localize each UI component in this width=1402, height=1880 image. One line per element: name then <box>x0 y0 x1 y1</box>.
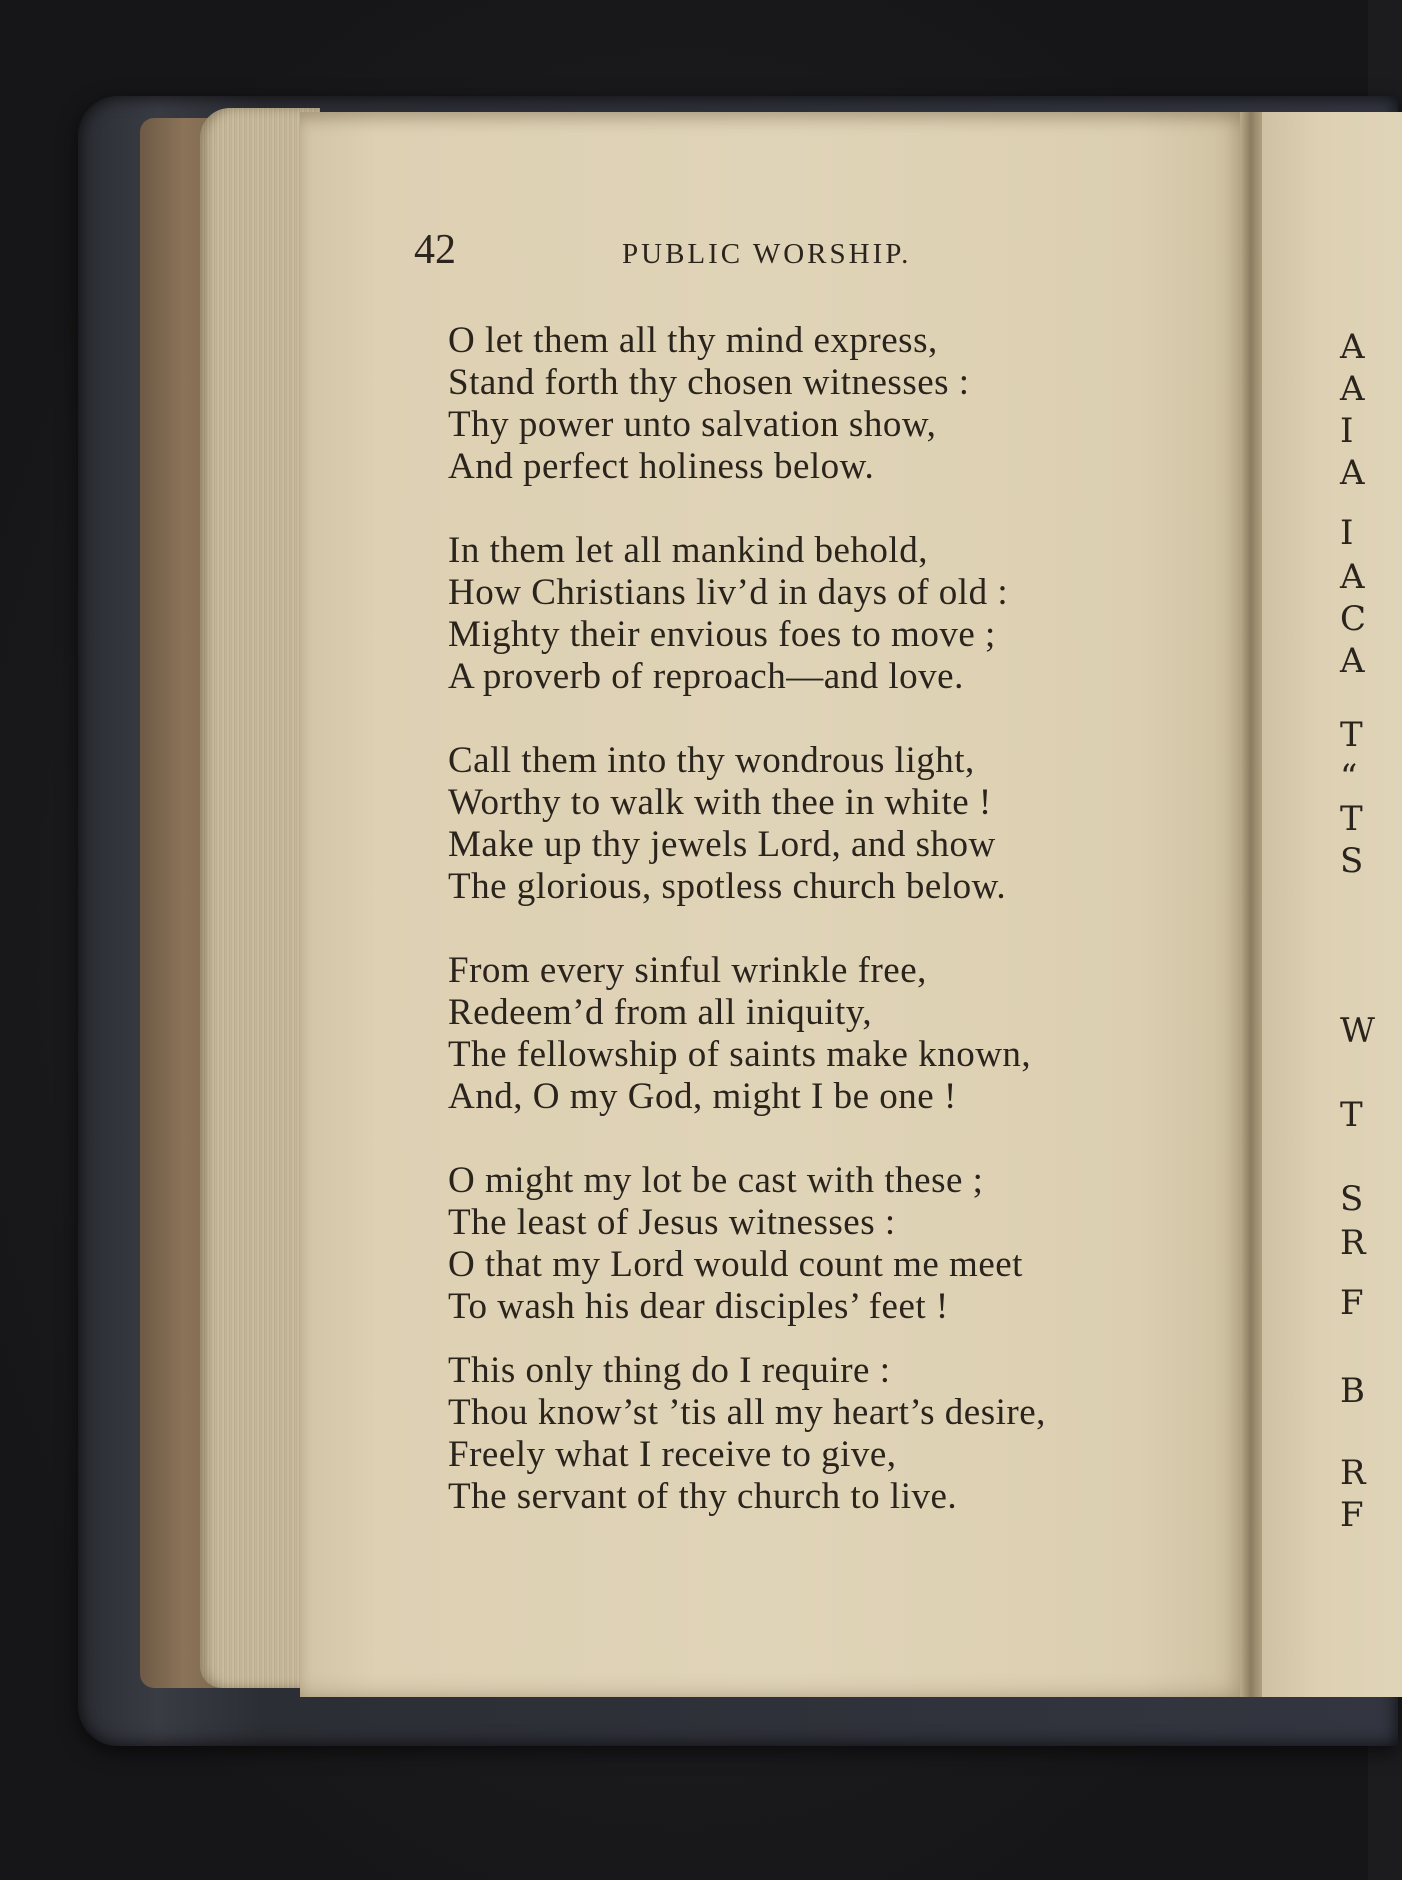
verse-line: This only thing do I require : <box>448 1350 891 1391</box>
facing-page-letter: S <box>1340 1179 1364 1219</box>
verse-line: Mighty their envious foes to move ; <box>448 614 996 655</box>
verse-line: The least of Jesus witnesses : <box>448 1202 896 1243</box>
page-gutter <box>1240 112 1264 1697</box>
verse-line: From every sinful wrinkle free, <box>448 950 927 991</box>
stanza <box>448 1350 1188 1518</box>
facing-page-letter: S <box>1340 841 1364 881</box>
right-page-cropped <box>1262 112 1402 1697</box>
verse-line: Thou know’st ’tis all my heart’s desire, <box>448 1392 1046 1433</box>
verse-line: A proverb of reproach—and love. <box>448 656 964 697</box>
verse-line: And, O my God, might I be one ! <box>448 1076 957 1117</box>
stanza <box>448 950 1188 1118</box>
page-header <box>412 226 1022 276</box>
verse-line: How Christians liv’d in days of old : <box>448 572 1009 613</box>
facing-page-letter: F <box>1340 1283 1364 1323</box>
facing-page-letter: R <box>1340 1223 1366 1263</box>
facing-page-letter: I <box>1340 513 1354 553</box>
facing-page-letter: A <box>1340 369 1365 409</box>
running-head: PUBLIC WORSHIP. <box>622 238 912 270</box>
facing-page-letter: “ <box>1340 757 1358 797</box>
verse-line: Freely what I receive to give, <box>448 1434 897 1475</box>
facing-page-letter: F <box>1340 1495 1364 1535</box>
verse-line: In them let all mankind behold, <box>448 530 928 571</box>
verse-line: The fellowship of saints make known, <box>448 1034 1032 1075</box>
facing-page-letter: B <box>1340 1371 1365 1411</box>
facing-page-letter: A <box>1340 327 1365 367</box>
stanza <box>448 320 1188 488</box>
facing-page-letter: R <box>1340 1453 1366 1493</box>
hymn-text <box>448 320 1188 1518</box>
facing-page-letter: T <box>1340 799 1363 839</box>
verse-line: Redeem’d from all iniquity, <box>448 992 873 1033</box>
stanza <box>448 740 1188 908</box>
verse-line: Thy power unto salvation show, <box>448 404 937 445</box>
facing-page-letter: W <box>1340 1011 1375 1051</box>
verse-line: To wash his dear disciples’ feet ! <box>448 1286 949 1327</box>
stanza <box>448 1160 1188 1328</box>
stanza <box>448 530 1188 698</box>
verse-line: O that my Lord would count me meet <box>448 1244 1023 1285</box>
verse-line: O let them all thy mind express, <box>448 320 938 361</box>
facing-page-letter: C <box>1340 599 1367 639</box>
facing-page-letter: I <box>1340 411 1354 451</box>
verse-line: O might my lot be cast with these ; <box>448 1160 984 1201</box>
facing-page-letter: T <box>1340 1095 1363 1135</box>
verse-line: The servant of thy church to live. <box>448 1476 958 1517</box>
facing-page-letter: A <box>1340 641 1365 681</box>
verse-line: Stand forth thy chosen witnesses : <box>448 362 970 403</box>
verse-line: Worthy to walk with thee in white ! <box>448 782 992 823</box>
facing-page-letter: A <box>1340 453 1365 493</box>
page-number: 42 <box>414 227 456 273</box>
facing-page-letter: T <box>1340 715 1363 755</box>
facing-page-letter: A <box>1340 557 1365 597</box>
verse-line: Call them into thy wondrous light, <box>448 740 975 781</box>
verse-line: Make up thy jewels Lord, and show <box>448 824 996 865</box>
verse-line: The glorious, spotless church below. <box>448 866 1007 907</box>
verse-line: And perfect holiness below. <box>448 446 875 487</box>
